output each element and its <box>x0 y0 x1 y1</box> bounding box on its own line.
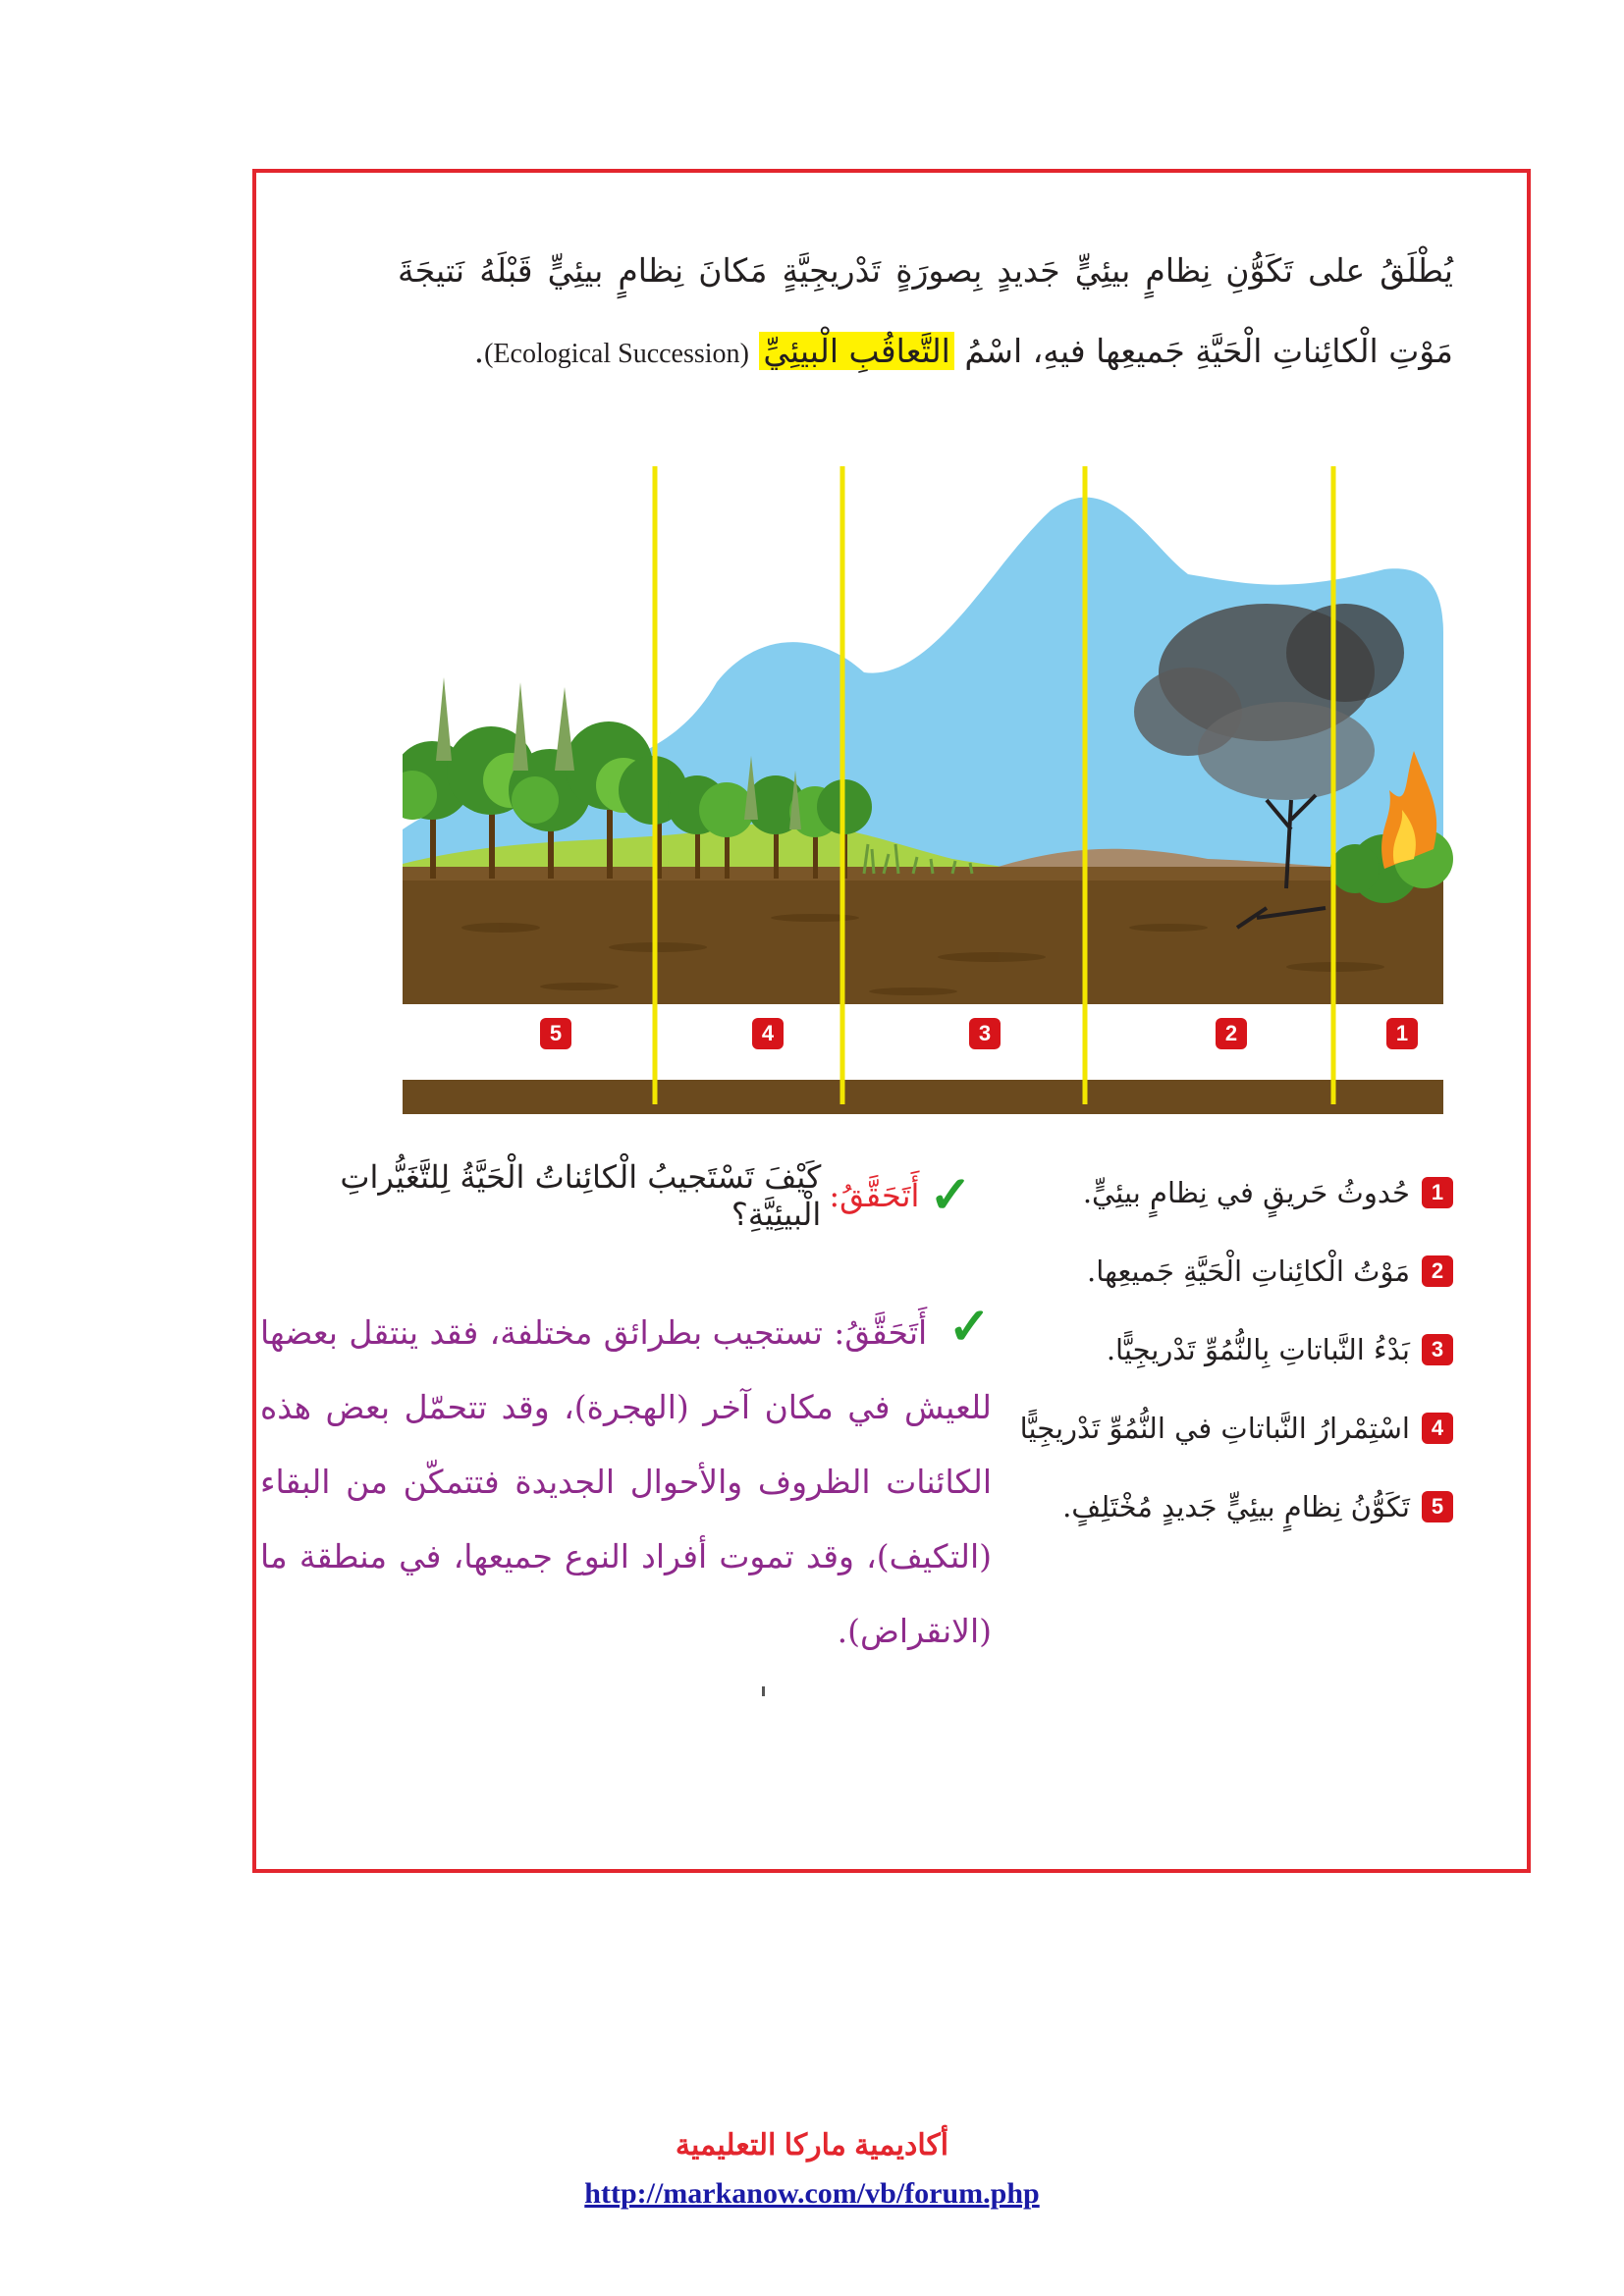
list-badge: 3 <box>1422 1334 1453 1365</box>
answer-label: أَتَحَقَّقُ: <box>834 1313 928 1352</box>
intro-text: يُطْلَقُ على تَكَوُّنِ نِظامٍ بيئِيٍّ جَديدٍ بِصورَةٍ تَدْريجِيَّةٍ مَكانَ نِظامٍ بيئِيٍّ قَبْلَهُ نَتيجَةَ مَوْتِ الْكائِناتِ الْحَيَّةِ جَميعِها فيهِ، اسْمُ <box>398 251 1453 370</box>
english-term: (Ecological Succession) <box>484 339 749 369</box>
list-item <box>992 1468 1453 1546</box>
list-badge: 1 <box>1422 1177 1453 1208</box>
list-text: اسْتِمْرارُ النَّباتاتِ في النُّمُوِّ تَدْريجِيًّا <box>1019 1412 1410 1445</box>
list-item <box>992 1232 1453 1310</box>
answer-text: تستجيب بطرائق مختلفة، فقد ينتقل بعضها للعيش في مكان آخر (الهجرة)، وقد تتحمّل بعض هذه الكائنات الظروف والأحوال الجديدة فتتمكّن من البقاء (التكيف)، وقد تموت أفراد النوع جميعها، في منطقة ما (الانقراض). <box>260 1313 992 1650</box>
list-text: حُدوثُ حَريقٍ في نِظامٍ بيئِيٍّ. <box>1082 1176 1410 1209</box>
check-label: أَتَحَقَّقُ: <box>829 1177 920 1214</box>
stray-mark <box>762 1686 765 1696</box>
list-item <box>992 1153 1453 1232</box>
bottom-soil-strip <box>403 1080 1443 1114</box>
stage-badge-3: 3 <box>969 1018 1001 1049</box>
stage-badge-4: 4 <box>752 1018 784 1049</box>
checkmark-icon: ✓ <box>947 1297 992 1357</box>
succession-diagram <box>403 456 1453 1129</box>
stage-badge-2: 2 <box>1216 1018 1247 1049</box>
highlighted-term: التَّعاقُبِ الْبيئِيِّ <box>759 332 953 370</box>
footer-title: أكاديمية ماركا التعليمية <box>675 2129 949 2162</box>
check-question <box>265 1158 972 1233</box>
list-text: مَوْتُ الْكائِناتِ الْحَيَّةِ جَميعِها. <box>1087 1255 1410 1288</box>
stage-badge-1: 1 <box>1386 1018 1418 1049</box>
list-item <box>992 1310 1453 1389</box>
question-text: كَيْفَ تَسْتَجيبُ الْكائِناتُ الْحَيَّةُ لِلتَّغَيُّراتِ الْبيئِيَّةِ؟ <box>340 1158 822 1233</box>
stages-list <box>992 1153 1453 1546</box>
list-text: بَدْءُ النَّباتاتِ بِالنُّمُوِّ تَدْريجِيًّا. <box>1106 1333 1410 1366</box>
check-answer <box>260 1296 992 1669</box>
list-badge: 5 <box>1422 1491 1453 1522</box>
list-item <box>992 1389 1453 1468</box>
stage-badge-5: 5 <box>540 1018 571 1049</box>
footer-link[interactable]: http://markanow.com/vb/forum.php <box>584 2177 1040 2210</box>
list-text: تَكَوُّنُ نِظامٍ بيئِيٍّ جَديدٍ مُخْتَلِفٍ. <box>1062 1490 1410 1523</box>
intro-paragraph: يُطْلَقُ على تَكَوُّنِ نِظامٍ بيئِيٍّ جَديدٍ بِصورَةٍ تَدْريجِيَّةٍ مَكانَ نِظامٍ بيئِيٍّ قَبْلَهُ نَتيجَةَ مَوْتِ الْكائِناتِ الْحَيَّةِ جَميعِها فيهِ، اسْمُ التَّعاقُبِ الْبيئِيِّ (Ecological Succession). <box>398 251 1453 370</box>
list-badge: 2 <box>1422 1255 1453 1287</box>
checkmark-icon: ✓ <box>929 1165 972 1225</box>
list-badge: 4 <box>1422 1413 1453 1444</box>
